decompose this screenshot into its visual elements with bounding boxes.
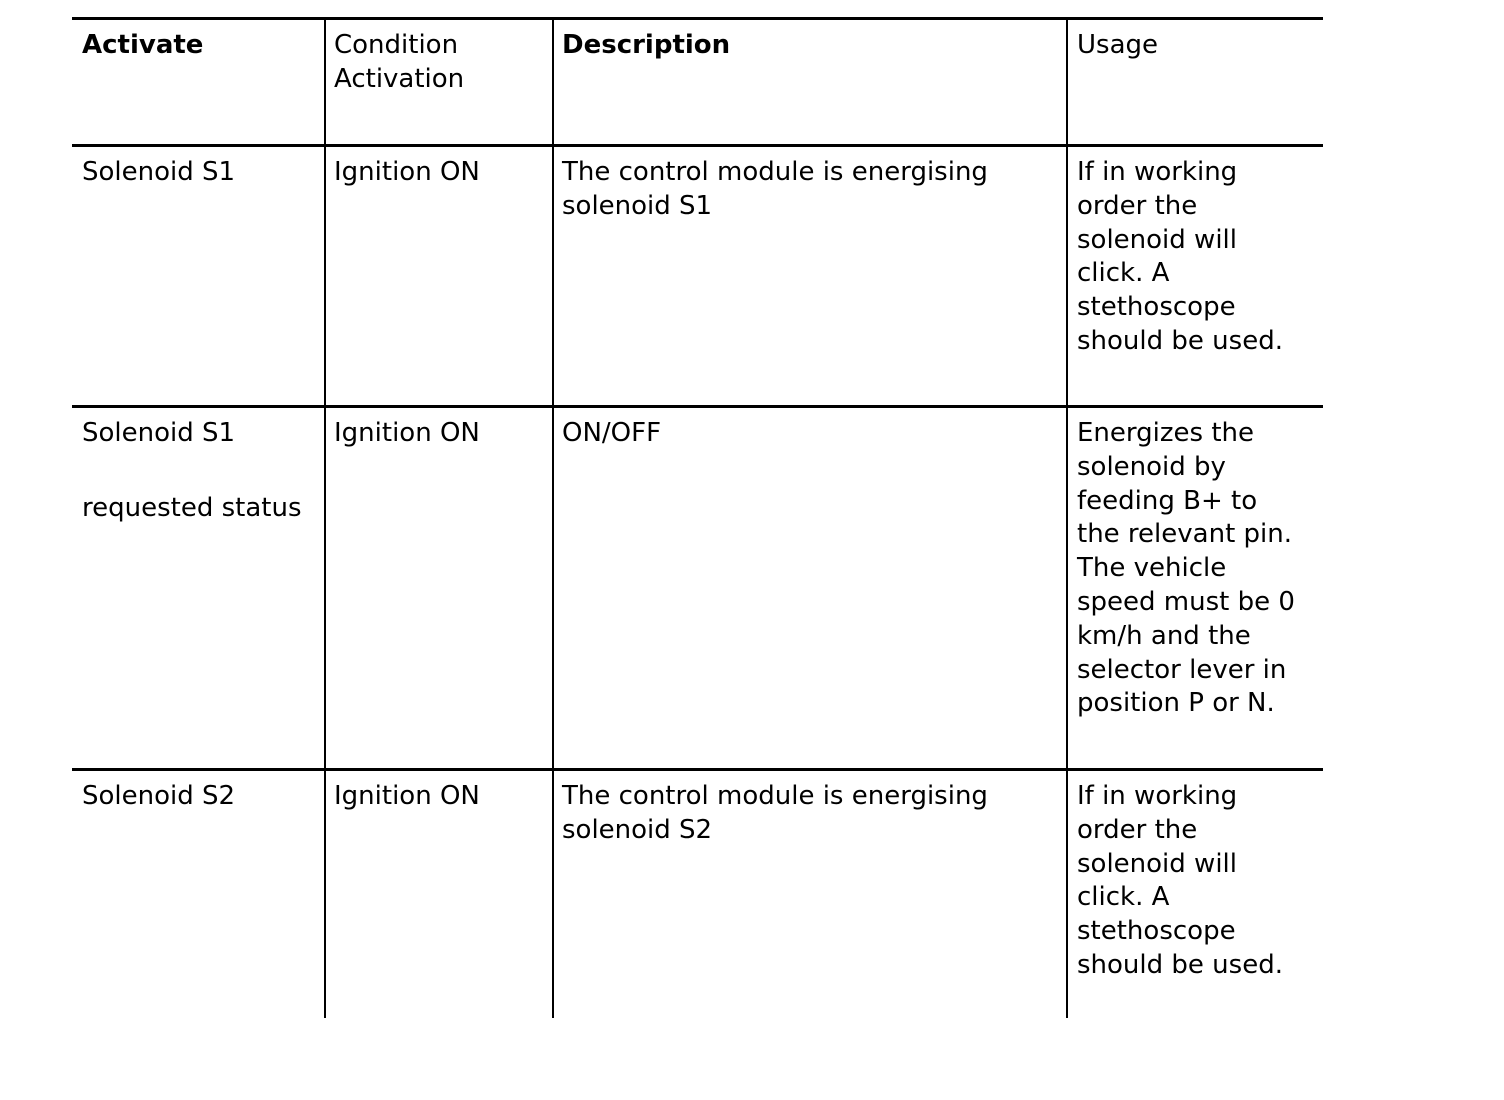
column-divider-1 xyxy=(324,17,326,1018)
column-divider-2 xyxy=(552,17,554,1018)
row-3-condition: Ignition ON xyxy=(334,781,480,811)
column-divider-3 xyxy=(1066,17,1068,1018)
header-activate: Activate xyxy=(82,30,204,60)
table-top-border xyxy=(72,17,1323,20)
row-3-activate: Solenoid S2 xyxy=(82,781,236,811)
row-2-activate: Solenoid S1 xyxy=(82,418,236,448)
row-2-condition: Ignition ON xyxy=(334,418,480,448)
row-1-description: The control module is energising solenoid S1 xyxy=(562,157,988,221)
header-usage: Usage xyxy=(1077,30,1159,60)
row-3-usage: If in working order the solenoid will click. A stethoscope should be used. xyxy=(1077,781,1283,980)
header-bottom-border xyxy=(72,144,1323,147)
row-2-description: ON/OFF xyxy=(562,418,662,448)
row-1-bottom-border xyxy=(72,405,1323,408)
row-3-description: The control module is energising solenoid S2 xyxy=(562,781,988,845)
row-2-usage: Energizes the solenoid by feeding B+ to the relevant pin. The vehicle speed must be 0 km/h and the selector lever in position P or N. xyxy=(1077,418,1295,719)
row-1-condition: Ignition ON xyxy=(334,157,480,187)
row-2-activate-extra: requested status xyxy=(82,493,302,523)
row-2-bottom-border xyxy=(72,768,1323,771)
row-1-activate: Solenoid S1 xyxy=(82,157,236,187)
header-description: Description xyxy=(562,30,731,60)
row-1-usage: If in working order the solenoid will click. A stethoscope should be used. xyxy=(1077,157,1283,356)
header-condition-activation: Condition Activation xyxy=(334,30,465,94)
solenoid-activation-table xyxy=(72,17,1323,1018)
